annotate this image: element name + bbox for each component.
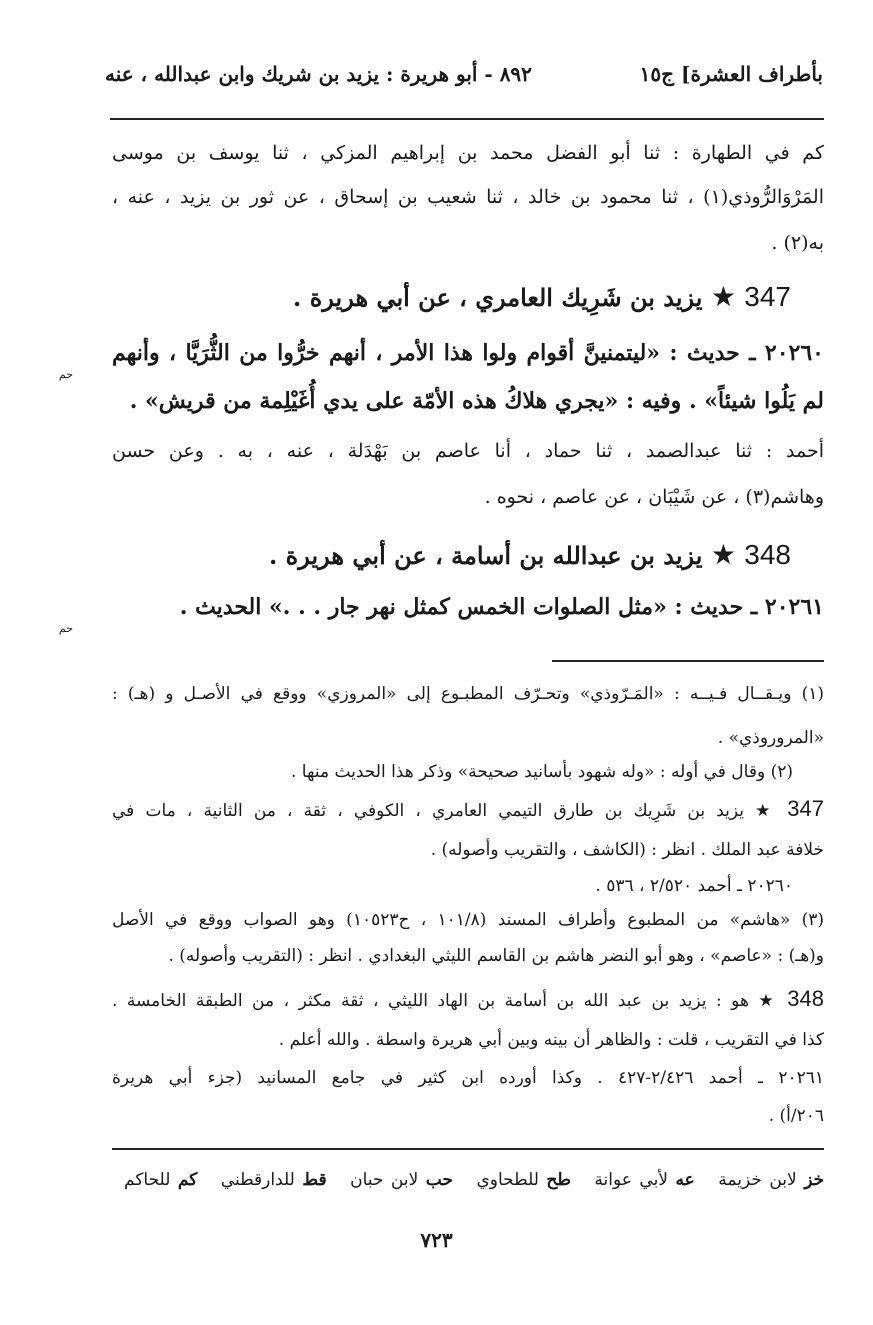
note-347-line-1	[112, 796, 824, 822]
note-348-line-2: كذا في التقريب ، قلت : والظاهر أن بينه وبين أبي هريرة واسطة . والله أعلم .	[278, 1030, 824, 1050]
note-348-number: 348	[787, 986, 825, 1011]
header-chapter: ٨٩٢ - أبو هريرة : يزيد بن شريك وابن عبدالله ، عنه	[105, 62, 532, 86]
footnote-3-line-1: (٣) «هاشم» من المطبوع وأطراف المسند (١٠١/٨ ، ح١٠٥٢٣) وهو الصواب ووقع في الأصل	[112, 910, 824, 930]
body-line-1: كم في الطهارة : ثنا أبو الفضل محمد بن إبراهيم المزكي ، ثنا يوسف بن موسى	[112, 142, 824, 164]
sources-rule	[112, 1148, 824, 1150]
note-348-line-1	[112, 986, 824, 1012]
entry-347-number: 347	[744, 281, 791, 312]
hadith-20260-marker: حم	[58, 368, 73, 381]
note-20261-line-2: ٢٠٦/أ) .	[768, 1106, 824, 1126]
source-item: خز لابن خزيمة	[718, 1170, 825, 1190]
ahmad-line-2: وهاشم(٣) ، عن شَيْبَان ، عن عاصم ، نحوه .	[484, 486, 824, 508]
source-abbreviations	[108, 1170, 824, 1190]
star-icon: ★	[710, 539, 736, 570]
header-volume: بأطراف العشرة] ج١٥	[639, 62, 823, 86]
note-347-number: 347	[787, 796, 825, 821]
entry-347-title: يزيد بن شَرِيك العامري ، عن أبي هريرة .	[293, 283, 703, 312]
source-item: كم للحاكم	[124, 1170, 198, 1190]
note-347-text: ★ يزيد بن شَرِيك بن طارق التيمي العامري ، الكوفي ، ثقة ، من الثانية ، مات في	[112, 801, 777, 821]
ahmad-line-1: أحمد : ثنا عبدالصمد ، ثنا حماد ، أنا عاصم بن بَهْدَلة ، عنه ، به . وعن حسن	[112, 440, 824, 462]
footnote-rule	[552, 660, 824, 662]
star-icon: ★	[710, 281, 736, 312]
body-line-3: به(٢) .	[771, 232, 824, 254]
hadith-20260-line-2: لم يَلُوا شيئاً» . وفيه : «يجري هلاكُ هذه الأمّة على يدي أُغَيْلِمة من قريش» .	[129, 388, 824, 414]
source-item: طح للطحاوي	[476, 1170, 571, 1190]
note-20261-line-1: ٢٠٢٦١ ـ أحمد ٢/٤٢٦-٤٢٧ . وكذا أورده ابن كثير في جامع المسانيد (جزء أبي هريرة	[112, 1068, 824, 1088]
hadith-20261-marker: حم	[58, 622, 73, 635]
footnote-1-line-1: (١) ويـقــال فـيــه : «المَـرّوذي» وتحـرّف المطبـوع إلى «المروزي» ووقع في الأصـل و (هـ) :	[112, 684, 824, 704]
footnote-1-line-2: «المروروذي» .	[717, 728, 824, 748]
entry-347-heading	[293, 280, 791, 313]
note-348-text: ★ هو : يزيد بن عبد الله بن أسامة بن الهاد الليثي ، ثقة مكثر ، من الطبقة الخامسة .	[112, 991, 778, 1011]
footnote-2: (٢) وقال في أوله : «وله شهود بأسانيد صحيحة» وذكر هذا الحديث منها .	[290, 762, 793, 782]
footnote-3-line-2: و(هـ) : «عاصم» ، وهو أبو النضر هاشم بن القاسم الليثي البغدادي . انظر : (التقريب وأصوله) .	[168, 946, 824, 966]
entry-348-number: 348	[744, 539, 791, 570]
entry-348-heading	[269, 538, 791, 571]
hadith-20260-line-1: ٢٠٢٦٠ ـ حديث : «ليتمنينَّ أقوام ولوا هذا الأمر ، أنهم خرُّوا من الثُّرَيَّا ، وأنهم	[112, 340, 824, 366]
entry-348-title: يزيد بن عبدالله بن أسامة ، عن أبي هريرة .	[268, 541, 703, 570]
hadith-20261: ٢٠٢٦١ ـ حديث : «مثل الصلوات الخمس كمثل نهر جار . . .» الحديث .	[179, 594, 824, 620]
source-item: عه لأبي عوانة	[594, 1170, 695, 1190]
note-20260: ٢٠٢٦٠ ـ أحمد ٢/٥٢٠ ، ٥٣٦ .	[595, 876, 793, 896]
running-header	[105, 54, 823, 94]
body-line-2: المَرْوَالرُّوذي(١) ، ثنا محمود بن خالد ، ثنا شعيب بن إسحاق ، عن ثور بن يزيد ، عنه ،	[112, 186, 824, 208]
source-item: حب لابن حبان	[350, 1170, 453, 1190]
note-347-line-2: خلافة عبد الملك . انظر : (الكاشف ، والتقريب وأصوله) .	[430, 840, 824, 860]
source-item: قط للدارقطني	[220, 1170, 327, 1190]
page-number: ٧٢٣	[420, 1228, 453, 1252]
header-rule	[110, 118, 824, 120]
